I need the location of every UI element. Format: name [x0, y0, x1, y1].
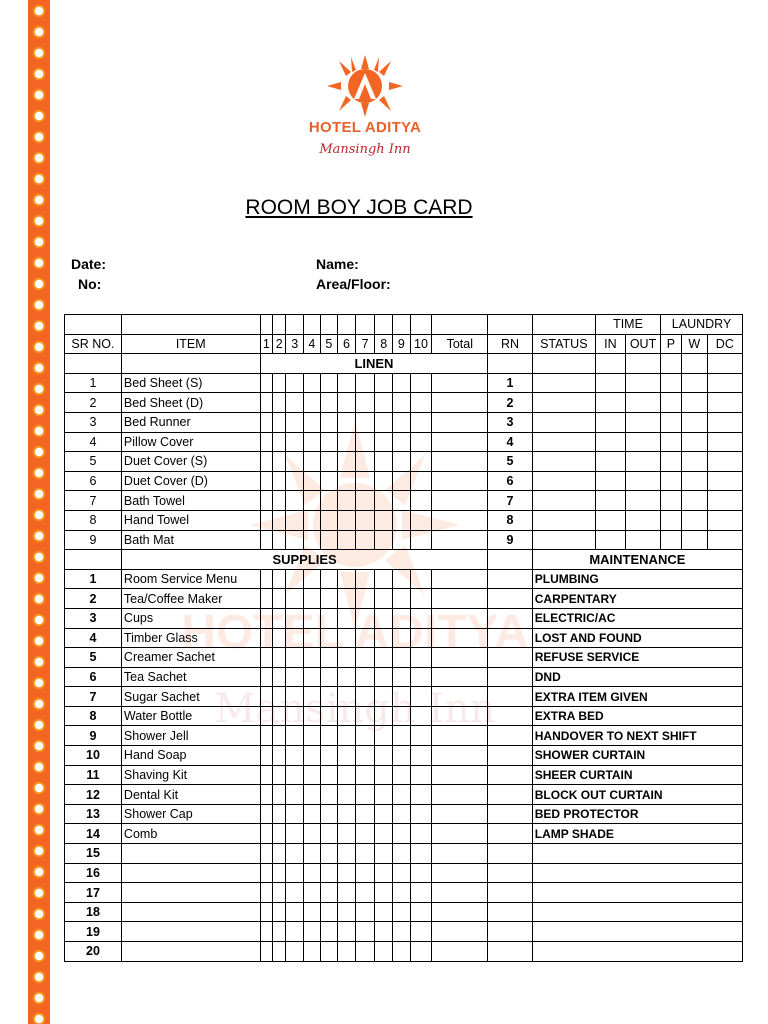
num-header: 3 — [286, 334, 304, 354]
item-cell — [121, 922, 260, 942]
num-header: 4 — [304, 334, 321, 354]
num-header: 9 — [393, 334, 411, 354]
maintenance-cell — [532, 942, 742, 962]
maintenance-cell: REFUSE SERVICE — [532, 648, 742, 668]
sr-no-cell: 1 — [65, 373, 122, 393]
rn-cell: 9 — [488, 530, 533, 550]
item-cell: Hand Towel — [121, 510, 260, 530]
supplies-row — [65, 844, 743, 864]
item-cell — [121, 883, 260, 903]
rn-header: RN — [488, 334, 533, 354]
p-header: P — [661, 334, 682, 354]
sr-no-cell: 6 — [65, 471, 122, 491]
header-row-top — [65, 315, 743, 335]
sr-no-cell: 5 — [65, 452, 122, 472]
item-cell: Tea Sachet — [121, 667, 260, 687]
num-header: 5 — [320, 334, 338, 354]
item-cell: Shower Cap — [121, 804, 260, 824]
out-header: OUT — [625, 334, 660, 354]
rn-cell: 7 — [488, 491, 533, 511]
item-cell: Hand Soap — [121, 746, 260, 766]
item-cell — [121, 902, 260, 922]
page-title: ROOM BOY JOB CARD — [245, 196, 473, 219]
linen-row — [65, 373, 743, 393]
item-cell: Bed Runner — [121, 412, 260, 432]
supplies-row — [65, 902, 743, 922]
item-cell: Creamer Sachet — [121, 648, 260, 668]
maintenance-cell: CARPENTARY — [532, 589, 742, 609]
maintenance-cell: BED PROTECTOR — [532, 804, 742, 824]
rn-cell: 2 — [488, 393, 533, 413]
sr-no-cell: 19 — [65, 922, 122, 942]
item-cell: Bed Sheet (D) — [121, 393, 260, 413]
sr-no-cell: 4 — [65, 628, 122, 648]
num-header: 1 — [260, 334, 272, 354]
sr-no-cell: 12 — [65, 785, 122, 805]
job-card-table — [64, 314, 743, 962]
rn-cell: 8 — [488, 510, 533, 530]
item-cell: Shaving Kit — [121, 765, 260, 785]
linen-row — [65, 393, 743, 413]
supplies-row — [65, 804, 743, 824]
linen-row — [65, 510, 743, 530]
name-label: Name: — [316, 256, 359, 272]
maintenance-cell: HANDOVER TO NEXT SHIFT — [532, 726, 742, 746]
supplies-row — [65, 569, 743, 589]
item-header: ITEM — [121, 334, 260, 354]
sr-no-cell: 6 — [65, 667, 122, 687]
sr-no-cell: 17 — [65, 883, 122, 903]
linen-row — [65, 471, 743, 491]
header-row — [65, 334, 743, 354]
sr-no-header: SR NO. — [65, 334, 122, 354]
area-floor-label: Area/Floor: — [316, 276, 391, 292]
hotel-logo — [300, 55, 430, 170]
supplies-row — [65, 863, 743, 883]
item-cell: Room Service Menu — [121, 569, 260, 589]
item-cell: Tea/Coffee Maker — [121, 589, 260, 609]
supplies-row — [65, 765, 743, 785]
supplies-row — [65, 589, 743, 609]
maintenance-cell: EXTRA BED — [532, 706, 742, 726]
sr-no-cell: 13 — [65, 804, 122, 824]
supplies-row — [65, 824, 743, 844]
sr-no-cell: 15 — [65, 844, 122, 864]
supplies-row — [65, 785, 743, 805]
maintenance-cell: BLOCK OUT CURTAIN — [532, 785, 742, 805]
item-cell: Duet Cover (D) — [121, 471, 260, 491]
sr-no-cell: 1 — [65, 569, 122, 589]
rn-cell: 4 — [488, 432, 533, 452]
sr-no-cell: 3 — [65, 608, 122, 628]
hotel-subname: Mansingh Inn — [319, 142, 411, 157]
sr-no-cell: 14 — [65, 824, 122, 844]
supplies-row — [65, 608, 743, 628]
rn-cell: 6 — [488, 471, 533, 491]
total-header: Total — [432, 334, 488, 354]
maintenance-cell: PLUMBING — [532, 569, 742, 589]
item-cell: Timber Glass — [121, 628, 260, 648]
rn-cell: 3 — [488, 412, 533, 432]
dc-header: DC — [707, 334, 742, 354]
sr-no-cell: 8 — [65, 706, 122, 726]
linen-row — [65, 491, 743, 511]
maintenance-cell: ELECTRIC/AC — [532, 608, 742, 628]
item-cell: Shower Jell — [121, 726, 260, 746]
sr-no-cell: 2 — [65, 393, 122, 413]
sr-no-cell: 4 — [65, 432, 122, 452]
sr-no-cell: 5 — [65, 648, 122, 668]
num-header: 10 — [410, 334, 432, 354]
date-label: Date: — [71, 256, 107, 272]
num-header: 2 — [273, 334, 286, 354]
maintenance-cell: LAMP SHADE — [532, 824, 742, 844]
sun-logo-icon — [327, 55, 403, 117]
linen-row — [65, 452, 743, 472]
item-cell: Pillow Cover — [121, 432, 260, 452]
linen-section-row — [65, 354, 743, 374]
num-header: 7 — [355, 334, 375, 354]
supplies-row — [65, 746, 743, 766]
item-cell: Dental Kit — [121, 785, 260, 805]
supplies-section-title: SUPPLIES — [121, 550, 487, 570]
maintenance-cell: SHOWER CURTAIN — [532, 746, 742, 766]
supplies-row — [65, 628, 743, 648]
supplies-row — [65, 667, 743, 687]
sr-no-cell: 8 — [65, 510, 122, 530]
hotel-name: HOTEL ADITYA — [308, 119, 422, 136]
item-cell: Sugar Sachet — [121, 687, 260, 707]
item-cell: Bath Towel — [121, 491, 260, 511]
linen-row — [65, 432, 743, 452]
sr-no-cell: 7 — [65, 491, 122, 511]
item-cell: Duet Cover (S) — [121, 452, 260, 472]
decorative-flower-border — [28, 0, 50, 1024]
item-cell — [121, 844, 260, 864]
supplies-row — [65, 726, 743, 746]
sr-no-cell: 2 — [65, 589, 122, 609]
linen-row — [65, 412, 743, 432]
item-cell: Comb — [121, 824, 260, 844]
sr-no-cell: 10 — [65, 746, 122, 766]
item-cell — [121, 942, 260, 962]
in-header: IN — [595, 334, 625, 354]
supplies-row — [65, 922, 743, 942]
sr-no-cell: 9 — [65, 726, 122, 746]
w-header: W — [681, 334, 707, 354]
maintenance-cell — [532, 922, 742, 942]
supplies-section-row — [65, 550, 743, 570]
supplies-row — [65, 942, 743, 962]
maintenance-cell — [532, 863, 742, 883]
maintenance-cell — [532, 902, 742, 922]
sr-no-cell: 20 — [65, 942, 122, 962]
sr-no-cell: 3 — [65, 412, 122, 432]
supplies-row — [65, 883, 743, 903]
supplies-row — [65, 648, 743, 668]
sr-no-cell: 7 — [65, 687, 122, 707]
linen-section-title: LINEN — [260, 354, 488, 374]
supplies-row — [65, 687, 743, 707]
num-header: 8 — [375, 334, 393, 354]
watermark-sub: Mansingh Inn — [214, 686, 496, 732]
num-header: 6 — [338, 334, 356, 354]
status-header: STATUS — [532, 334, 595, 354]
sr-no-cell: 11 — [65, 765, 122, 785]
item-cell: Bath Mat — [121, 530, 260, 550]
maintenance-cell: DND — [532, 667, 742, 687]
sr-no-cell: 18 — [65, 902, 122, 922]
maintenance-cell — [532, 844, 742, 864]
time-header: TIME — [595, 315, 660, 335]
rn-cell: 1 — [488, 373, 533, 393]
no-label: No: — [78, 276, 102, 292]
maintenance-section-title: MAINTENANCE — [532, 550, 742, 570]
supplies-row — [65, 706, 743, 726]
maintenance-cell — [532, 883, 742, 903]
maintenance-cell: SHEER CURTAIN — [532, 765, 742, 785]
maintenance-cell: EXTRA ITEM GIVEN — [532, 687, 742, 707]
laundry-header: LAUNDRY — [661, 315, 743, 335]
item-cell: Bed Sheet (S) — [121, 373, 260, 393]
watermark-brand: HOTEL ADITYA — [181, 606, 529, 659]
sr-no-cell: 9 — [65, 530, 122, 550]
item-cell: Water Bottle — [121, 706, 260, 726]
sr-no-cell: 16 — [65, 863, 122, 883]
job-card-body — [65, 315, 743, 962]
maintenance-cell: LOST AND FOUND — [532, 628, 742, 648]
linen-row — [65, 530, 743, 550]
item-cell — [121, 863, 260, 883]
rn-cell: 5 — [488, 452, 533, 472]
item-cell: Cups — [121, 608, 260, 628]
